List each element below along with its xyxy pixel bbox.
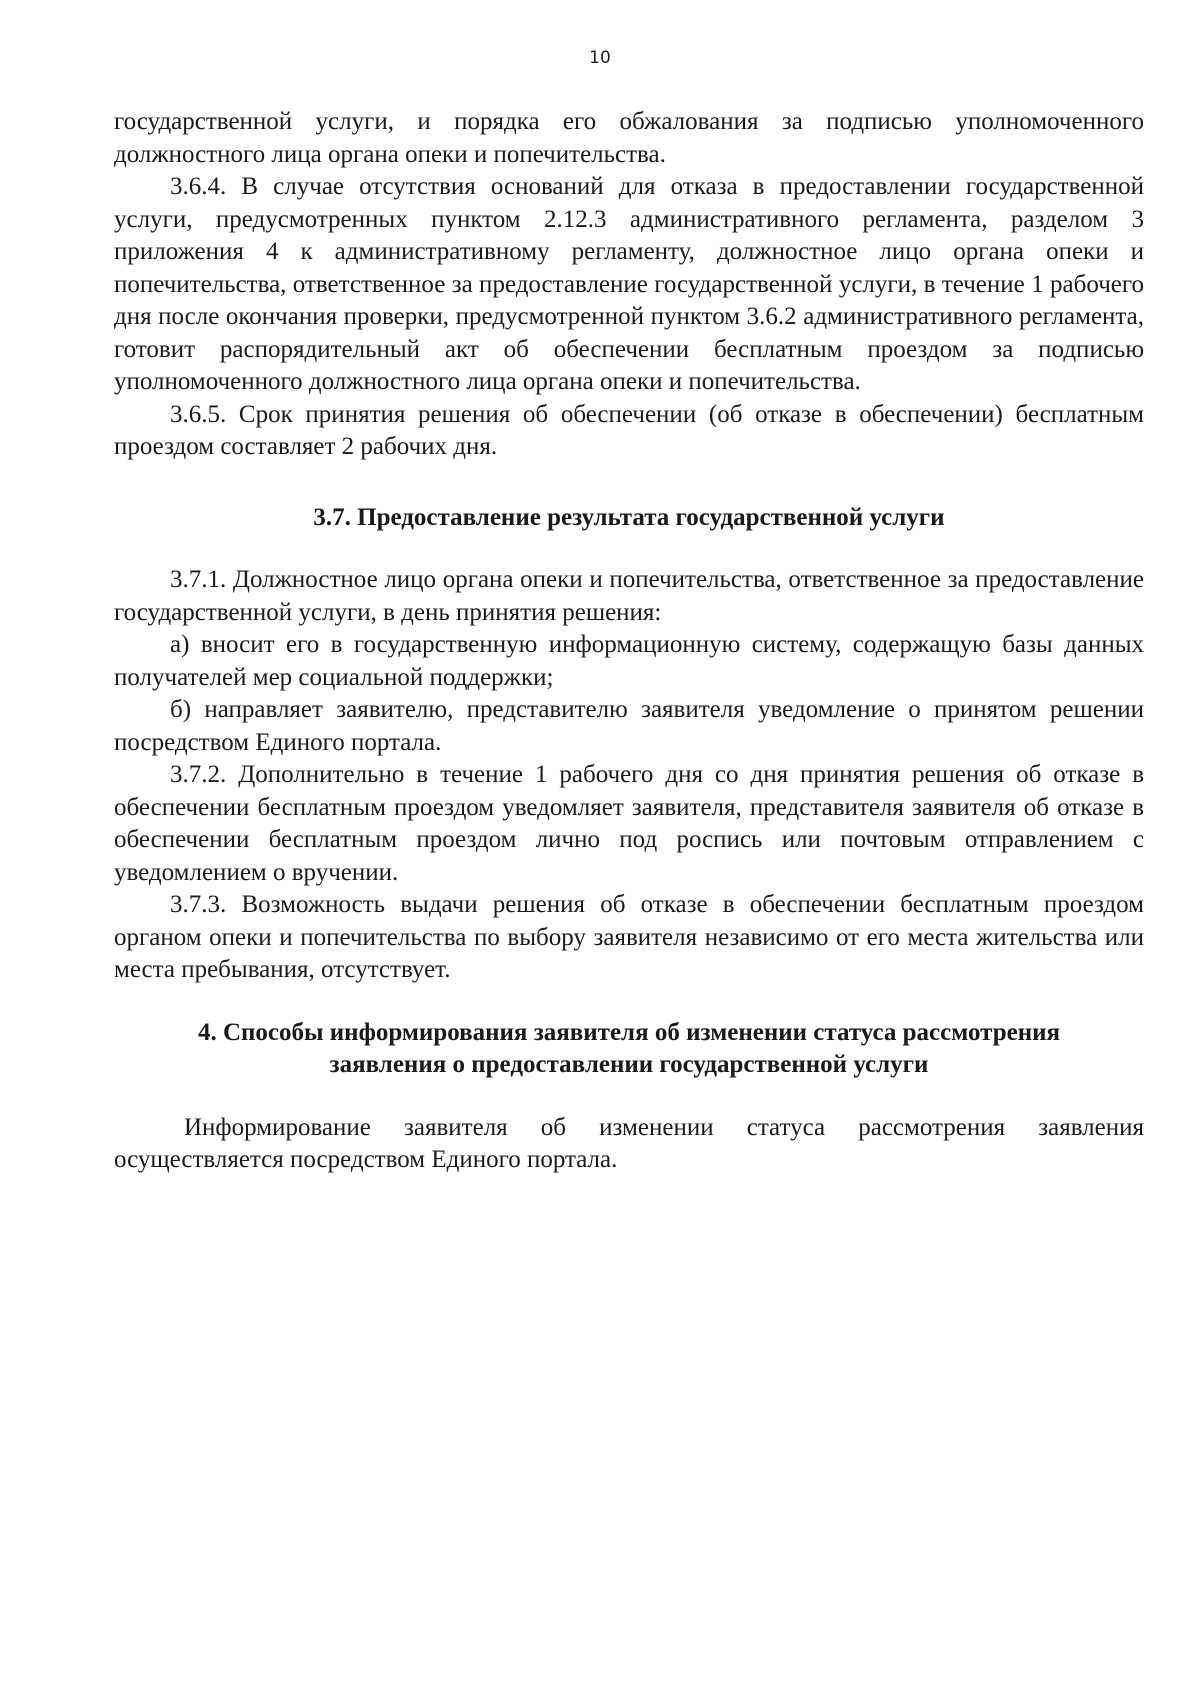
- paragraph-3-7-1: 3.7.1. Должностное лицо органа опеки и попечительства, ответственное за предоставление государственной услуги, в день принятия решения:: [114, 566, 1144, 626]
- paragraph-3-6-4: 3.6.4. В случае отсутствия оснований для отказа в предоставлении государственной услуги, предусмотренных пунктом 2.12.3 административного регламента, разделом 3 приложения 4 к административному регламенту, должностное лицо органа опеки и попечительства, ответственное за предоставление государственной услуги, в течение 1 рабочего дня после окончания проверки, предусмотренной пунктом 3.6.2 административного регламента, готовит распорядительный акт об обеспечении бесплатным проездом за подписью уполномоченного должностного лица органа опеки и попечительства.: [114, 173, 1144, 395]
- section-4-heading-line1: 4. Способы информирования заявителя об изменении статуса рассмотрения: [197, 1018, 1061, 1046]
- section-3-7-heading: 3.7. Предоставление результата государственной услуги: [313, 503, 945, 531]
- document-body: [114, 106, 1144, 1177]
- paragraph-3-7-2: 3.7.2. Дополнительно в течение 1 рабочего дня со дня принятия решения об отказе в обеспечении бесплатным проездом уведомляет заявителя, представителя заявителя об отказе в обеспечении бесплатным проездом лично под роспись или почтовым отправлением с уведомлением о вручении.: [114, 761, 1144, 886]
- paragraph-3-6-5: 3.6.5. Срок принятия решения об обеспечении (об отказе в обеспечении) бесплатным проездом составляет 2 рабочих дня.: [114, 400, 1144, 460]
- section-4-heading-line2: заявления о предоставлении государственной услуги: [329, 1051, 929, 1078]
- paragraph-3-7-1-b: б) направляет заявителю, представителю заявителя уведомление о принятом решении посредством Единого портала.: [114, 696, 1144, 756]
- page-number: 10: [589, 48, 611, 68]
- paragraph-continuation: государственной услуги, и порядка его обжалования за подписью уполномоченного должностного лица органа опеки и попечительства.: [114, 108, 1144, 168]
- section-4-heading: [114, 1017, 1144, 1082]
- paragraph-section-4: Информирование заявителя об изменении статуса рассмотрения заявления осуществляется посредством Единого портала.: [114, 1113, 1144, 1173]
- paragraph-3-7-1-a: а) вносит его в государственную информационную систему, содержащую базы данных получателей мер социальной поддержки;: [114, 631, 1144, 691]
- paragraph-3-7-3: 3.7.3. Возможность выдачи решения об отказе в обеспечении бесплатным проездом органом опеки и попечительства по выбору заявителя независимо от его места жительства или места пребывания, отсутствует.: [114, 891, 1144, 983]
